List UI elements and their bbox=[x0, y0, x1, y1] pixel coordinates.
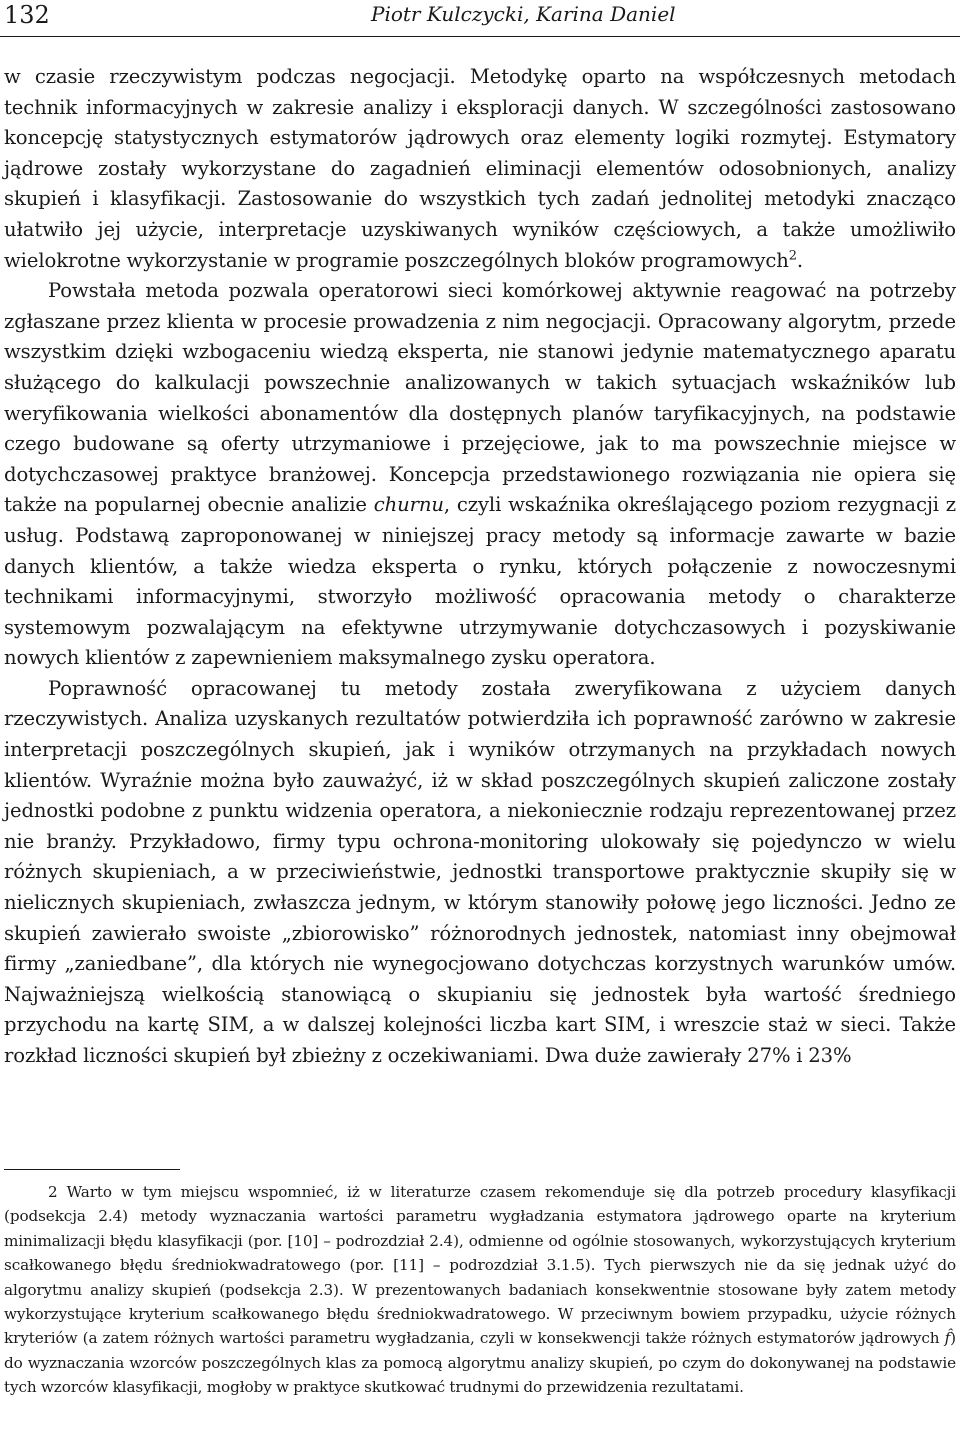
body-text bbox=[4, 62, 956, 1072]
paragraph-3: Poprawność opracowanej tu metody została zweryfikowana z użyciem danych rzeczywistych. Analiza uzyskanych rezultatów potwierdziła ich poprawność zarówno w zakresie interpretacji poszczególnych skupień, jak i wyników otrzymanych na przykładach nowych klientów. Wyraźnie można było zauważyć, iż w skład poszczególnych skupień zaliczone zostały jednostki podobne z punktu widzenia operatora, a niekoniecznie rodzaju reprezentowanej przez nie branży. Przykładowo, firmy typu ochrona-monitoring ulokowały się pojedynczo w wielu różnych skupieniach, a w przeciwieństwie, jednostki transportowe praktycznie skupiły się w nielicznych skupieniach, zwłaszcza jednym, w którym stanowiły połowę jego liczności. Jedno ze skupień zawierało swoiste „zbiorowisko” różnorodnych jednostek, natomiast inny obejmował firmy „zaniedbane”, dla których nie wynegocjowano dotychczas korzystnych warunków umów. Najważniejszą wielkością stanowiącą o skupianiu się jednostek była wartość średniego przychodu na kartę SIM, a w dalszej kolejności liczba kart SIM, i wreszcie staż w sieci. Także rozkład liczności skupień był zbieżny z oczekiwaniami. Dwa duże zawierały 27% i 23% bbox=[4, 676, 956, 1067]
page-number: 132 bbox=[4, 1, 50, 29]
paragraph-2-text-a: Powstała metoda pozwala operatorowi sieci komórkowej aktywnie reagować na potrzeby zgłaszane przez klienta w procesie prowadzenia z nim negocjacji. Opracowany algorytm, przede wszystkim dzięki wzbogaceniu wiedzą eksperta, nie stanowi jedynie matematycznego aparatu służącego do kalkulacji powszechnie analizowanych w takich sytuacjach wskaźników lub weryfikowania wielkości abonamentów dla dostępnych planów taryfikacyjnych, na podstawie czego budowane są oferty utrzymaniowe i przejęciowe, jak to ma powszechnie miejsce w dotychczasowej praktyce branżowej. Koncepcja przedstawionego rozwiązania nie opiera się także na popularnej obecnie analizie bbox=[4, 279, 956, 517]
paragraph-1 bbox=[4, 62, 956, 276]
footnote-text-a: Warto w tym miejscu wspomnieć, iż w literaturze czasem rekomenduje się dla potrzeb procedury klasyfikacji (podsekcja 2.4) metody wyznaczania wartości parametru wygładzania estymatora jądrowego oparte na kryterium minimalizacji błędu klasyfikacji (por. [10] – podrozdział 2.4), odmienne od ogólnie stosowanych, wykorzystujących kryterium scałkowanego błędu średniokwadratowego (por. [11] – podrozdział 3.1.5). Tych pierwszych nie da się jednak użyć do algorytmu analizy skupień (podsekcja 2.3). W prezentowanych badaniach konsekwentnie stosowane były zatem metody wykorzystujące kryterium scałkowanego błędu średniokwadratowego. W przeciwnym bowiem przypadku, użycie różnych kryteriów (a zatem różnych wartości parametru wygładzania, czyli w konsekwencji także różnych estymatorów jądrowych bbox=[4, 1183, 956, 1348]
running-title: Piotr Kulczycki, Karina Daniel bbox=[371, 2, 676, 26]
paragraph-2-emphasis: churnu bbox=[373, 493, 444, 517]
paragraph-1-end: . bbox=[796, 248, 804, 272]
paragraph-2 bbox=[4, 276, 956, 674]
paragraph-1-text: w czasie rzeczywistym podczas negocjacji. Metodykę oparto na współczesnych metodach technik informacyjnych w zakresie analizy i eksploracji danych. W szczególności zastosowano koncepcję statystycznych estymatorów jądrowych oraz elementy logiki rozmytej. Estymatory jądrowe zostały wykorzystane do zagadnień eliminacji elementów odosobnionych, analizy skupień i klasyfikacji. Zastosowanie do wszystkich tych zadań jednolitej metodyki znacząco ułatwiło jej użycie, interpretacje uzyskiwanych wyników częściowych, a także umożliwiło wielokrotne wykorzystanie w programie poszczególnych bloków programowych bbox=[4, 65, 956, 272]
running-head bbox=[0, 0, 960, 30]
footnote bbox=[4, 1180, 956, 1400]
paragraph-2-text-b: , czyli wskaźnika określającego poziom rezygnacji z usług. Podstawą zaproponowanej w niniejszej pracy metody są informacje zawarte w bazie danych klientów, a także wiedza eksperta o rynku, których połączenie z nowoczesnymi technikami informacyjnymi, stworzyło możliwość opracowania metody o charakterze systemowym pozwalającym na efektywne utrzymywanie dotychczasowych i pozyskiwanie nowych klientów z zapewnieniem maksymalnego zysku operatora. bbox=[4, 493, 956, 670]
footnote-rule bbox=[4, 1169, 180, 1170]
f-hat-symbol: f̂ bbox=[944, 1329, 951, 1348]
footnote-text-b: ) do wyznaczania wzorców poszczególnych klas za pomocą algorytmu analizy skupień, po czym do dokonywanej na podstawie tych wzorców klasyfikacji, mogłoby w praktyce skutkować trudnymi do przewidzenia rezultatami. bbox=[4, 1329, 956, 1397]
footnote-mark: 2 bbox=[48, 1183, 58, 1201]
header-rule bbox=[0, 36, 960, 37]
footnote-reference: 2 bbox=[788, 248, 797, 264]
